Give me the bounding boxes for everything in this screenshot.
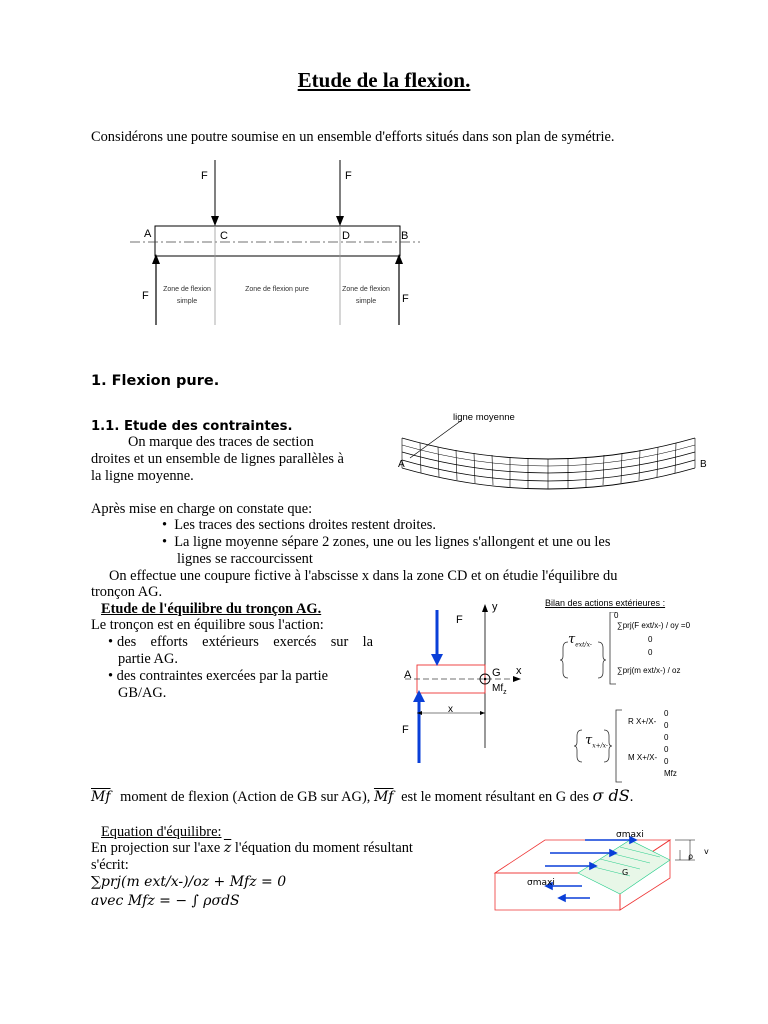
section-heading: 1. Flexion pure. [91,373,220,389]
fbd-label-g: G [492,667,501,679]
equation-intro-b: l'équation du moment résultant [234,840,413,856]
mf-vector: $\overline{Mf}$ [91,789,111,805]
equation-1: ∑prj(m ext/x-)/oz + Mfz = 0 [91,874,287,890]
bullet-text-1: Les traces des sections droites restent droites. [174,517,436,533]
moment-text-2: est le moment résultant en G des [401,789,589,805]
cut-paragraph-line2: tronçon AG. [91,584,163,600]
torsor-val: 0 [664,733,669,742]
point-label-c: C [220,230,228,242]
bilan-sum-2: ∑prj(m ext/x-) / oz [617,666,681,675]
page-title: Etude de la flexion. [297,68,471,92]
zone-simple-right-line1: Zone de flexion [342,286,390,293]
zone-pure: Zone de flexion pure [245,286,309,293]
subsection-heading: 1.1. Etude des contraintes. [91,419,293,434]
fbd-label-mf [492,683,507,696]
equilibrium-bullet-2-text: des contraintes exercées par la partie [116,668,328,684]
bullet-dot: • [108,634,114,650]
support-label-a: F [142,290,149,302]
section-paragraph-line1: On marque des traces de section [128,434,314,450]
equilibrium-bullet-1 [108,634,373,651]
equation-intro-line2: s'écrit: [91,857,129,873]
zone-simple-right [337,285,395,306]
ligne-moyenne-label: ligne moyenne [453,412,515,423]
equilibrium-bullet-1-text: des efforts extérieurs exercés sur la [117,634,373,650]
cut-paragraph-line1: On effectue une coupure fictive à l'abscisse x dans la zone CD et on étudie l'équilibre du [109,568,618,584]
torsor-r-label: R X+/X- [628,717,657,726]
bent-beam-label-a: A [398,459,405,470]
section-paragraph-line3: la ligne moyenne. [91,468,194,484]
tau-ext-symbol: $\tau_{ext/x-}$ [568,632,592,649]
bilan-zero-2: 0 [648,635,653,644]
observation-intro: Après mise en charge on constate que: [91,501,313,517]
torsor-val: 0 [664,721,669,730]
bent-beam-label-b: B [700,459,707,470]
equilibrium-bullet-1-cont: partie AG. [118,651,178,667]
equation-intro-line1 [91,840,413,857]
force-label-d: F [345,170,352,182]
bullet-text-2: La ligne moyenne sépare 2 zones, une ou les lignes s'allongent et une ou les [174,534,611,550]
free-body-diagram [395,598,545,768]
torsor-val: 0 [664,757,669,766]
zone-simple-left-line2: simple [176,298,198,305]
zone-simple-left-line1: Zone de flexion [163,286,211,293]
equation-2: avec Mfz = − ∫ ρσdS [91,893,240,909]
fbd-label-y: y [492,601,498,613]
bilan-sum-1: ∑prj(F ext/x-) / oy =0 [617,621,691,630]
point-label-d: D [342,230,350,242]
mf-vector-2: $\overline{Mf}$ [373,789,394,805]
equilibrium-bullet-2-cont: GB/AG. [118,685,167,701]
bilan-zero-3: 0 [648,648,653,657]
point-label-b: B [401,230,409,242]
bent-beam-figure [390,410,710,510]
force-label-c: F [201,170,208,182]
moment-text-1: moment de flexion (Action de GB sur AG), [120,789,371,805]
observation-bullet-1 [162,517,436,534]
torsor-values [664,708,677,780]
equilibrium-line1: Le tronçon est en équilibre sous l'action: [91,617,324,633]
tau-internal-symbol: $\tau_{x+/x-}$ [585,733,608,750]
point-label-a: A [144,228,152,240]
fbd-label-f-bottom: F [402,724,409,736]
equation-intro-a: En projection sur l'axe [91,840,221,856]
moment-dot: . [629,789,634,805]
zone-simple-right-line2: simple [355,298,377,305]
beam-rect [155,226,400,256]
bullet-dot: • [108,668,117,684]
fbd-label-f-top: F [456,614,463,626]
equilibrium-bullet-2 [108,668,328,685]
observation-bullet-2-cont: lignes se raccourcissent [177,551,313,567]
v-label: v [704,847,709,856]
support-label-b: F [402,293,409,305]
equilibrium-heading: Etude de l'équilibre du tronçon AG. [101,601,322,617]
stress-distribution-diagram [490,828,715,916]
equation-heading: Equation d'équilibre: [101,824,222,840]
torsor-val: 0 [664,745,669,754]
zone-simple-left [158,285,216,306]
sigma-maxi-top-label: σmaxi [616,830,644,840]
bilan-zero-1: 0 [614,611,619,620]
observation-bullet-2 [162,534,610,551]
moment-definition-line [91,787,633,806]
torsor-val: 0 [664,709,669,718]
bilan-title: Bilan des actions extérieures : [545,598,666,608]
bullet-dot: • [162,517,175,533]
fbd-label-a: A [404,669,412,681]
rho-label: ρ [688,852,694,861]
fbd-label-x: x [516,665,522,677]
stress-g-label: G [622,868,629,877]
sigma-ds: σ dS [592,786,630,805]
bullet-dot: • [162,534,175,550]
z-vector: $\overline{z}$ [223,840,232,856]
fbd-mf-text: Mf [492,683,504,694]
intro-paragraph: Considérons une poutre soumise en un ensemble d'efforts situés dans son plan de symétrie. [91,129,615,145]
section-paragraph-line2: droites et un ensemble de lignes parallèles à [91,451,344,467]
fbd-label-x-dim: x [448,704,453,715]
torsor-val: Mfz [664,769,677,778]
sigma-maxi-bottom-label: σmaxi [527,878,555,888]
fbd-mf-sub: z [503,689,507,696]
torsor-m-label: M X+/X- [628,753,658,762]
